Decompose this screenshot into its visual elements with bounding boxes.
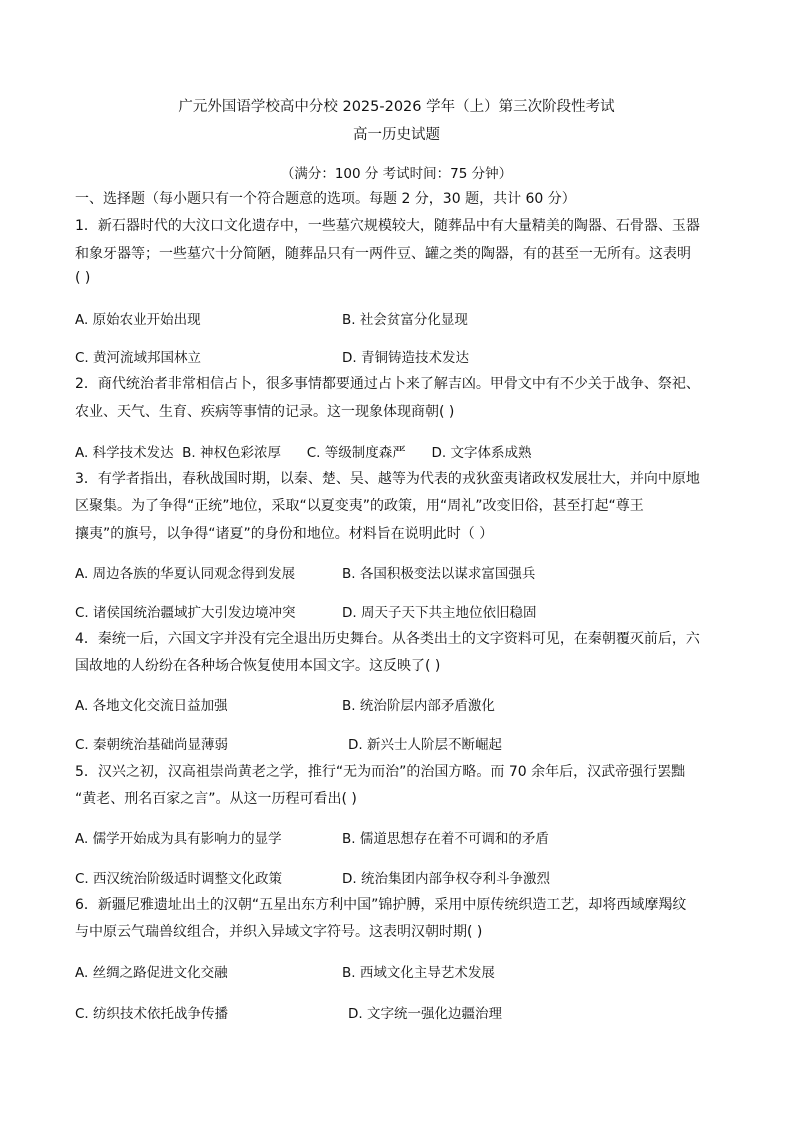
question-6-option-c: C. 纺织技术依托战争传播 — [75, 1006, 229, 1022]
question-4-line-1: 4．秦统一后，六国文字并没有完全退出历史舞台。从各类出土的文字资料可见，在秦朝覆灭前后，六 — [75, 631, 700, 647]
exam-subject: 高一历史试题 — [353, 127, 440, 143]
question-4-option-a: A. 各地文化交流日益加强 — [75, 698, 228, 714]
question-1-line-1: 1．新石器时代的大汶口文化遗存中，一些墓穴规模较大，随葬品中有大量精美的陶器、石骨器、玉器 — [75, 218, 700, 234]
question-3-option-a: A. 周边各族的华夏认同观念得到发展 — [75, 566, 296, 582]
exam-title: 广元外国语学校高中分校 2025-2026 学年（上）第三次阶段性考试 — [178, 99, 615, 115]
question-4-option-c: C. 秦朝统治基础尚显薄弱 — [75, 737, 229, 753]
question-1-line-2: 和象牙器等；一些墓穴十分简陋，随葬品只有一两件豆、罐之类的陶器，有的甚至一无所有。这表明 — [75, 246, 691, 262]
question-1-option-d: D. 青铜铸造技术发达 — [342, 350, 469, 366]
question-3-line-3: 攘夷”的旗号，以争得“诸夏”的身份和地位。材料旨在说明此时（ ） — [75, 526, 494, 542]
question-3-option-d: D. 周天子天下共主地位依旧稳固 — [342, 605, 537, 621]
question-2-options: A. 科学技术发达 B. 神权色彩浓厚 C. 等级制度森严 D. 文字体系成熟 — [75, 445, 532, 461]
question-2-line-1: 2．商代统治者非常相信占卜，很多事情都要通过占卜来了解吉凶。甲骨文中有不少关于战争、祭祀、 — [75, 376, 700, 392]
question-5-option-a: A. 儒学开始成为具有影响力的显学 — [75, 831, 282, 847]
question-1-option-a: A. 原始农业开始出现 — [75, 312, 201, 328]
question-6-option-a: A. 丝绸之路促进文化交融 — [75, 965, 228, 981]
question-3-line-1: 3．有学者指出，春秋战国时期，以秦、楚、吴、越等为代表的戎狄蛮夷诸政权发展壮大，并向中原地 — [75, 471, 700, 487]
question-6-line-2: 与中原云气瑞兽纹组合，并织入异域文字符号。这表明汉朝时期( ) — [75, 924, 483, 940]
question-6-line-1: 6．新疆尼雅遗址出土的汉朝“五星出东方利中国”锦护膊，采用中原传统织造工艺，却将西域摩羯纹 — [75, 897, 687, 913]
section-heading: 一、选择题（每小题只有一个符合题意的选项。每题 2 分，30 题，共计 60 分） — [75, 191, 576, 207]
question-3-line-2: 区聚集。为了争得“正统”地位，采取“以夏变夷”的政策，用“周礼”改变旧俗，甚至打起“尊王 — [75, 498, 644, 514]
question-2-line-2: 农业、天气、生育、疾病等事情的记录。这一现象体现商朝( ) — [75, 404, 455, 420]
question-5-option-b: B. 儒道思想存在着不可调和的矛盾 — [342, 831, 549, 847]
question-4-line-2: 国故地的人纷纷在各种场合恢复使用本国文字。这反映了( ) — [75, 658, 441, 674]
question-6-option-b: B. 西域文化主导艺术发展 — [342, 965, 495, 981]
question-5-line-1: 5．汉兴之初，汉高祖崇尚黄老之学，推行“无为而治”的治国方略。而 70 余年后，汉武帝强行罢黜 — [75, 764, 686, 780]
question-3-option-b: B. 各国积极变法以谋求富国强兵 — [342, 566, 536, 582]
question-5-option-d: D. 统治集团内部争权夺利斗争激烈 — [342, 871, 550, 887]
question-1-option-b: B. 社会贫富分化显现 — [342, 312, 468, 328]
question-1-line-3: ( ) — [75, 270, 91, 286]
question-3-option-c: C. 诸侯国统治疆域扩大引发边境冲突 — [75, 605, 296, 621]
question-5-line-2: “黄老、刑名百家之言”。从这一历程可看出( ) — [75, 791, 357, 807]
question-6-option-d: D. 文字统一强化边疆治理 — [348, 1006, 502, 1022]
exam-info: （满分：100 分 考试时间：75 分钟） — [280, 166, 513, 182]
question-4-option-d: D. 新兴士人阶层不断崛起 — [348, 737, 502, 753]
question-4-option-b: B. 统治阶层内部矛盾激化 — [342, 698, 495, 714]
question-5-option-c: C. 西汉统治阶级适时调整文化政策 — [75, 871, 283, 887]
question-1-option-c: C. 黄河流域邦国林立 — [75, 350, 202, 366]
